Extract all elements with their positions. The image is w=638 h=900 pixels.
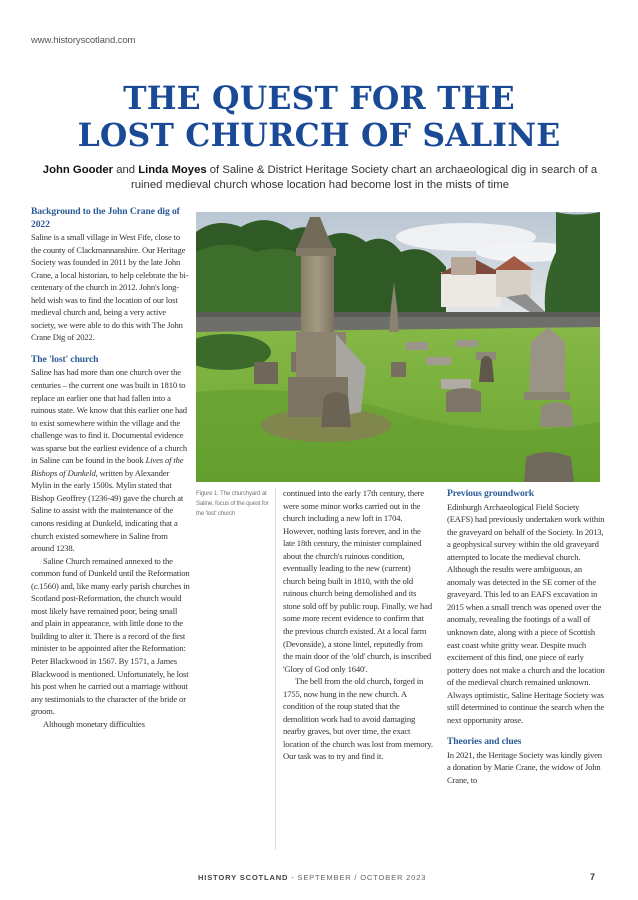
gravestone <box>426 357 451 365</box>
issue-date: SEPTEMBER / OCTOBER 2023 <box>297 873 427 882</box>
text-run: , written by Alexander Mylin in the early 1500s. Mylin stated that Bishop Geoffrey (1236-49) gave the church at Saline to assist with the maintenance of the canons residing at Dunkeld, indicating that a church existed somewhere in Saline from around 1238. <box>31 467 184 554</box>
page-number: 7 <box>590 872 596 882</box>
gravestone <box>254 362 278 384</box>
text-run: Saline has had more than one church over the centuries – the current one was built in 1810 to replace an earlier one that had fallen into a ruinous state. We know that this earlier one had to exist somewhere within the village and the challenge was to find it. Documental evidence was sparse but the earliest evidence of a church in Saline can be found in the book <box>31 367 188 466</box>
churchyard-photo <box>196 212 600 482</box>
gravestone <box>391 362 406 377</box>
gravestone <box>540 402 574 427</box>
magazine-name: HISTORY SCOTLAND <box>198 873 289 882</box>
book-title: Lives of the Bishops of Dunkeld <box>31 455 184 478</box>
spacer <box>447 726 607 736</box>
paragraph-lost-church-1 <box>31 366 191 554</box>
house <box>451 257 476 275</box>
footer-separator: - <box>288 873 298 882</box>
monument-shaft <box>301 256 334 334</box>
article-title <box>0 80 638 154</box>
paragraph-col2-1: continued into the early 17th century, there were some minor works carried out in the church including a new loft in 1704. However, nothing lasts forever, and in the late 18th century, the minister complained about the church's ruinous condition, eventually leading to the new (current) church being built in 1810, with the old ruinous church being demolished and its stone sold off by public roup. Finally, we had some more recent evidence to confirm that the previous church existed. At a local farm (Devonside), a stone lintel, reputedly from the main door of the 'old' church, is inscribed 'Glory of God only 1640'. <box>283 488 432 674</box>
heading-previous-groundwork: Previous groundwork <box>447 488 535 499</box>
paragraph-theories: In 2021, the Heritage Society was kindly given a donation by Marie Crane, the widow of John Crane, to <box>447 749 602 785</box>
page-footer <box>198 873 426 882</box>
monument-cap <box>296 248 336 256</box>
photo-illustration <box>196 212 600 482</box>
title-line-2: LOST CHURCH OF SALINE <box>77 117 561 154</box>
gravestone <box>479 356 494 382</box>
author-1: John Gooder <box>42 164 114 176</box>
house <box>496 267 531 297</box>
column-3 <box>447 488 607 786</box>
paragraph-background: Saline is a small village in West Fife, close to the county of Clackmannanshire. Our Heritage Society was founded in 2011 by the late John Crane, a local historian, to help celebrate the bi-centenary of the church in 2012. John's long-held wish was to find the location of our lost medieval church and, being a very active society, we were able to do this with The John Crane Dig of 2022. <box>31 232 189 343</box>
house <box>441 272 501 307</box>
title-line-1: THE QUEST FOR THE <box>123 80 515 117</box>
heading-lost-church: The 'lost' church <box>31 353 99 365</box>
standfirst-text: of Saline & District Heritage Society chart an archaeological dig in search of a ruined medieval church whose location had become lost in the mists of time <box>130 164 598 191</box>
column-divider <box>275 488 276 850</box>
text-run: Saline Church remained annexed to the common fund of Dunkeld until the Reformation ( <box>31 555 190 591</box>
stone-wall-top <box>196 312 600 317</box>
site-url[interactable]: www.historyscotland.com <box>31 35 136 46</box>
gravestone-base <box>524 392 570 400</box>
paragraph-previous-groundwork: Edinburgh Archaeological Field Society (EAFS) had previously undertaken work within the graveyard on behalf of the Society. In 2013, a geophysical survey within the old graveyard attempted to locate the medieval church. Although the results were ambiguous, an anomaly was detected in the SE corner of the graveyard. This led to an EAFS excavation in 2015 when a small trench was opened over the anomaly, revealing the footings of a wall of unknown date, along with a piece of Scottish east coast white gritty wear. Despite much excitement of this find, one piece of early pottery does not make a church and the location of the medieval church remained unknown. Always optimistic, Saline Heritage Society was still determined to continue the search when the next opportunity arose. <box>447 501 605 725</box>
paragraph-lost-church-2 <box>31 555 191 718</box>
column-1 <box>31 206 191 730</box>
gravestone <box>441 379 471 389</box>
text-run: 1560) and, like many early parish churches in Scotland post-Reformation, the church would most likely have remained poor, being small and plain in appearance, with little done to the building to alter it. There is a record of the first minister to be appointed after the Reformation: Peter Blackwood in 1567. By 1571, a James Blackwood is mentioned. Unfortunately, he lost his post when he carried out a marriage without any testimonials to the character of the bride or groom. <box>31 580 190 717</box>
circa: c. <box>33 580 40 591</box>
column-2 <box>283 487 433 763</box>
figure-caption: Figure 1: The churchyard at Saline, focus of the quest for the 'lost' church <box>196 490 269 517</box>
spacer <box>31 344 191 354</box>
gravestone <box>446 388 481 412</box>
gravestone <box>321 392 351 427</box>
gravestone <box>406 342 428 350</box>
heading-background: Background to the John Crane dig of 2022 <box>31 206 180 230</box>
paragraph-lost-church-3: Although monetary difficulties <box>43 718 145 729</box>
trees-left-highlight <box>196 245 316 323</box>
gravestone <box>524 452 574 482</box>
standfirst-and: and <box>113 164 139 176</box>
gravestone <box>456 340 478 347</box>
author-2: Linda Moyes <box>138 164 207 176</box>
paragraph-col2-2: The bell from the old church, forged in 1755, now hung in the new church. A condition of the roup stated that the demolition work had to avoid damaging nearby graves, but over time, the exact location of the church was lost from memory. Our task was to try and find it. <box>283 676 433 762</box>
heading-theories: Theories and clues <box>447 736 522 748</box>
standfirst <box>30 163 610 193</box>
